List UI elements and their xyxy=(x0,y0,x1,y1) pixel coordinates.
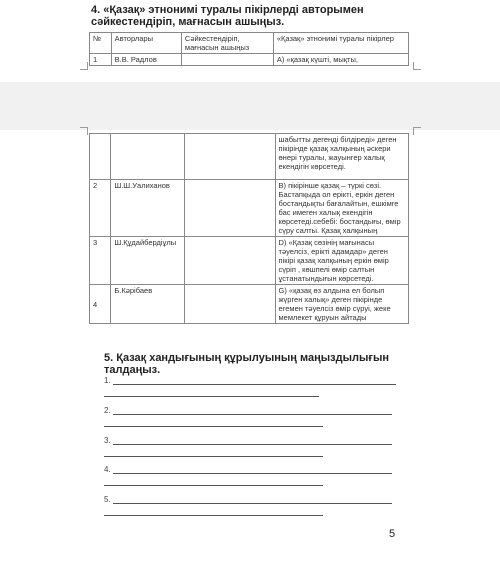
matching-table-continued xyxy=(89,133,409,324)
header-number: № xyxy=(90,33,112,54)
margin-corner-mark xyxy=(413,62,421,70)
row-number xyxy=(90,134,111,180)
row-number: 4 xyxy=(90,285,111,324)
row-match-cell[interactable] xyxy=(184,134,275,180)
table-row xyxy=(90,54,409,66)
answer-line-3a[interactable] xyxy=(113,444,392,445)
margin-corner-mark xyxy=(80,127,88,135)
header-opinions: «Қазақ» этнонимі туралы пікірлер xyxy=(273,33,408,54)
margin-corner-mark xyxy=(413,127,421,135)
header-authors: Авторлары xyxy=(111,33,181,54)
answer-line-3b[interactable] xyxy=(104,456,323,457)
table-row xyxy=(90,285,409,324)
question-4-title: 4. «Қазақ» этнонимі туралы пікірлерді авторымен сәйкестендіріп, мағнасын ашыңыз. xyxy=(91,4,364,28)
row-opinion: А) «қазақ күшті, мықты, xyxy=(273,54,408,66)
answer-line-5a[interactable] xyxy=(113,503,392,504)
row-match-cell[interactable] xyxy=(181,54,273,66)
page-break-gap xyxy=(0,82,500,130)
row-match-cell[interactable] xyxy=(184,237,275,285)
table-row xyxy=(90,134,409,180)
row-number: 1 xyxy=(90,54,112,66)
row-match-cell[interactable] xyxy=(184,180,275,237)
answer-line-1b[interactable] xyxy=(104,396,319,397)
page-number: 5 xyxy=(389,528,396,540)
margin-corner-mark xyxy=(80,62,88,70)
matching-table-top xyxy=(89,32,409,66)
row-opinion: В) пікірінше қазақ – түркі сөзі. Бастапқыда ол ерікті, еркін деген бостандықты бағалайтын, ешкімге бас имеген халық екендігін көрсетеді.себебі: бостандығы, өмір сүру салты. Қазақ халқының xyxy=(275,180,408,237)
page-top-section xyxy=(0,0,500,82)
answer-number-3: 3. xyxy=(104,436,111,445)
answer-number-1: 1. xyxy=(104,376,111,385)
row-author: Б.Кәрібаев xyxy=(111,285,184,324)
row-author: Ш.Ш.Уалиханов xyxy=(111,180,184,237)
row-opinion: D) «Қазақ сөзінің мағынасы тәуелсіз, ерікті адамдар» деген пікірі қазақ халқының еркін өмір сүріп , көшпелі өмір салтын ұстанатындығын көрсетеді. xyxy=(275,237,408,285)
row-number: 3 xyxy=(90,237,111,285)
table-row xyxy=(90,237,409,285)
row-match-cell[interactable] xyxy=(184,285,275,324)
table-header-row xyxy=(90,33,409,54)
row-author: Ш.Құдайбердіұлы xyxy=(111,237,184,285)
row-author xyxy=(111,134,184,180)
answer-line-2b[interactable] xyxy=(104,426,323,427)
header-match: Сәйкестендіріп, мағнасын ашыңыз xyxy=(181,33,273,54)
answer-line-4a[interactable] xyxy=(113,473,392,474)
answer-number-4: 4. xyxy=(104,465,111,474)
table-row xyxy=(90,180,409,237)
row-number: 2 xyxy=(90,180,111,237)
question-5-title: 5. Қазақ хандығының құрылуының маңыздылығын талдаңыз. xyxy=(104,352,389,376)
row-opinion: G) «қазақ өз алдына ел болып жүрген халық» деген пікірінде егемен тәуелсіз өмір сүруі, жеке мемлекет құруын айтады xyxy=(275,285,408,324)
answer-line-5b[interactable] xyxy=(104,515,323,516)
answer-line-1a[interactable] xyxy=(113,384,396,385)
answer-number-5: 5. xyxy=(104,495,111,504)
row-author: В.В. Радлов xyxy=(111,54,181,66)
answer-line-4b[interactable] xyxy=(104,485,323,486)
answer-number-2: 2. xyxy=(104,406,111,415)
answer-line-2a[interactable] xyxy=(113,414,392,415)
row-opinion: шабытты дегенді білдіреді» деген пікірінде қазақ халқының әскери өнері туралы, жауынгер халық екендігін көрсетеді. xyxy=(275,134,408,180)
